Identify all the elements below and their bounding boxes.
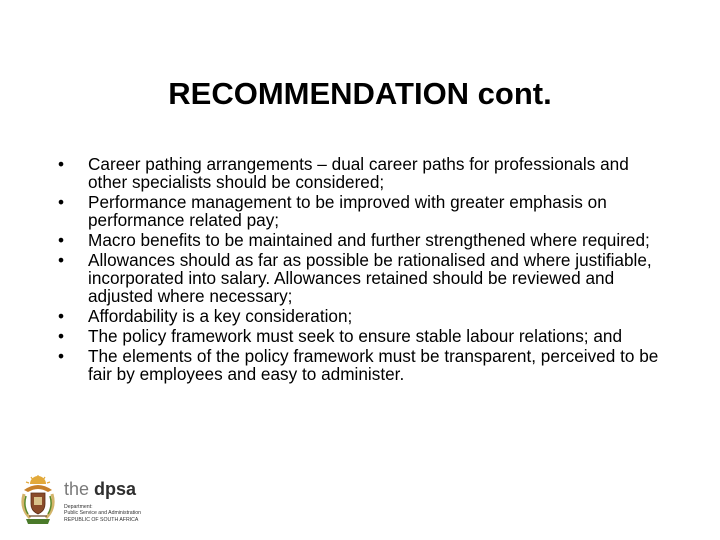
bullet-marker: • [58,250,65,271]
dpsa-logo [18,474,178,528]
bullet-marker: • [58,192,65,213]
logo-sub-line: REPUBLIC OF SOUTH AFRICA [64,516,139,523]
bullet-text: Affordability is a key consideration; [88,306,353,327]
bullet-list [58,155,666,385]
bullet-item [58,327,666,345]
dpsa-wordmark [64,478,136,500]
logo-sub-line: Department: [64,504,93,510]
coat-of-arms-icon [18,474,58,526]
bullet-text: Performance management to be improved with greater emphasis on performance related pay; [88,192,607,231]
bullet-text: Allowances should as far as possible be rationalised and where justifiable, incorporated into salary. Allowances retained should be reviewed and adjusted where necessary; [88,250,652,307]
bullet-marker: • [58,230,65,251]
logo-word-dpsa: dpsa [94,479,137,499]
logo-sub-line: Public Service and Administration [64,510,141,517]
bullet-text: Macro benefits to be maintained and further strengthened where required; [88,230,650,251]
logo-word-the: the [64,479,90,499]
bullet-item [58,307,666,325]
bullet-marker: • [58,346,65,367]
bullet-item [58,251,666,306]
bullet-marker: • [58,306,65,327]
bullet-text: The elements of the policy framework must be transparent, perceived to be fair by employees and easy to administer. [88,346,659,385]
bullet-item [58,193,666,229]
bullet-item [58,231,666,249]
logo-subtitle [64,504,141,523]
bullet-marker: • [58,154,65,174]
bullet-text: The policy framework must seek to ensure stable labour relations; and [88,326,623,347]
bullet-text: Career pathing arrangements – dual career paths for professionals and other specialists should be considered; [88,154,629,193]
bullet-item [58,347,666,383]
slide-title: RECOMMENDATION cont. [168,76,552,111]
bullet-item [58,155,666,191]
bullet-marker: • [58,326,65,347]
